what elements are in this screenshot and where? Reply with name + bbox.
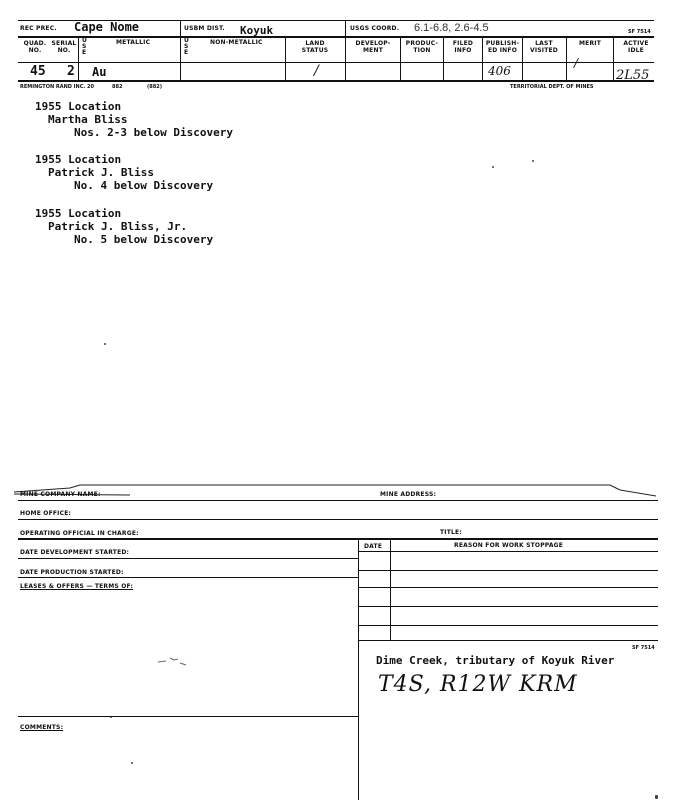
- title-label: TITLE:: [440, 529, 462, 536]
- col-development: DEVELOP-MENT: [355, 40, 391, 54]
- col-published-info: PUBLISH-ED INFO: [485, 40, 520, 54]
- rule: [18, 519, 658, 520]
- date-column-header: DATE: [364, 543, 383, 550]
- rec-prec-label: REC PREC.: [20, 25, 57, 32]
- land-status-mark: /: [314, 63, 319, 79]
- rule: [482, 36, 483, 80]
- leases-label: LEASES & OFFERS — TERMS OF:: [20, 583, 134, 590]
- rule: [358, 587, 658, 588]
- entry-claimant: Patrick J. Bliss: [48, 166, 154, 179]
- col-serial-no: SERIAL NO.: [51, 40, 77, 54]
- speck: [131, 762, 133, 764]
- rule: [285, 36, 286, 80]
- active-idle-value: 2L55: [616, 68, 650, 83]
- printer-imprint: REMINGTON RAND INC. 20: [20, 84, 94, 90]
- rule: [443, 36, 444, 80]
- smudge-mark: [156, 654, 192, 668]
- speck: [532, 160, 534, 162]
- rule: [18, 500, 658, 501]
- entry-claim: No. 5 below Discovery: [74, 233, 214, 246]
- entry-heading: 1955 Location: [35, 100, 122, 113]
- entry-claimant: Patrick J. Bliss, Jr.: [48, 220, 188, 233]
- usgs-coord-label: USGS COORD.: [350, 25, 400, 32]
- quad-value: 45: [30, 64, 46, 79]
- rule: [400, 36, 401, 80]
- col-use-code: U S E: [184, 37, 190, 56]
- rule: [358, 640, 658, 641]
- printer-code: 882: [112, 84, 123, 90]
- rule: [358, 606, 658, 607]
- department-name: TERRITORIAL DEPT. OF MINES: [510, 84, 594, 90]
- col-quad-no: QUAD. NO.: [23, 40, 47, 54]
- col-metallic: METALLIC: [116, 39, 151, 46]
- rule: [345, 20, 346, 80]
- date-production-label: DATE PRODUCTION STARTED:: [20, 569, 124, 576]
- serial-value: 2: [67, 64, 75, 79]
- col-land-status: LAND STATUS: [301, 40, 329, 54]
- speck: [104, 343, 106, 345]
- merit-mark: /: [574, 56, 579, 70]
- reason-column-header: REASON FOR WORK STOPPAGE: [454, 542, 564, 549]
- rule: [566, 36, 567, 80]
- entry-claim: No. 4 below Discovery: [74, 179, 214, 192]
- home-office-label: HOME OFFICE:: [20, 510, 72, 517]
- rule: [18, 538, 658, 540]
- operating-official-label: OPERATING OFFICIAL IN CHARGE:: [20, 530, 139, 537]
- entry-heading: 1955 Location: [35, 153, 122, 166]
- comments-label: COMMENTS:: [20, 724, 64, 731]
- mine-address-label: MINE ADDRESS:: [380, 491, 437, 498]
- rule: [358, 540, 359, 800]
- col-merit: MERIT: [578, 40, 601, 47]
- col-use-code: U S E: [82, 37, 88, 56]
- metallic-value: Au: [92, 65, 107, 79]
- rule: [358, 570, 658, 571]
- rule: [18, 577, 358, 578]
- mine-company-name-label: MINE COMPANY NAME:: [20, 491, 101, 498]
- usgs-coord-value: 6.1-6.8, 2.6-4.5: [414, 22, 489, 34]
- speck: [655, 795, 658, 799]
- speck: [492, 166, 494, 168]
- rule: [358, 625, 658, 626]
- rule: [613, 36, 614, 80]
- rule: [18, 716, 358, 717]
- printer-code: (882): [147, 84, 163, 90]
- rule: [180, 20, 181, 80]
- rule: [18, 36, 654, 38]
- handwritten-note: T4S, R12W KRM: [378, 672, 578, 697]
- location-note: Dime Creek, tributary of Koyuk River: [376, 654, 615, 667]
- rule: [522, 36, 523, 80]
- col-filed-info: FILED INFO: [452, 40, 474, 54]
- rule: [18, 62, 654, 63]
- rule: [18, 80, 654, 82]
- published-info-value: 406: [488, 64, 511, 78]
- entry-claimant: Martha Bliss: [48, 113, 128, 126]
- entry-heading: 1955 Location: [35, 207, 122, 220]
- usbm-dist-value: Koyuk: [240, 24, 274, 37]
- col-active-idle: ACTIVE IDLE: [623, 40, 649, 54]
- rule: [18, 558, 358, 559]
- card-edge: [10, 476, 660, 498]
- usbm-dist-label: USBM DIST.: [184, 25, 225, 32]
- rule: [358, 551, 658, 552]
- form-number-top: SF 7514: [628, 29, 651, 35]
- entry-claim: Nos. 2-3 below Discovery: [74, 126, 233, 139]
- date-development-label: DATE DEVELOPMENT STARTED:: [20, 549, 130, 556]
- form-number-bottom: SF 7514: [632, 645, 655, 651]
- rec-prec-value: Cape Nome: [74, 20, 140, 34]
- col-production: PRODUC-TION: [405, 40, 439, 54]
- col-non-metallic: NON-METALLIC: [210, 39, 263, 46]
- rule: [78, 36, 79, 80]
- col-last-visited: LAST VISITED: [529, 40, 558, 54]
